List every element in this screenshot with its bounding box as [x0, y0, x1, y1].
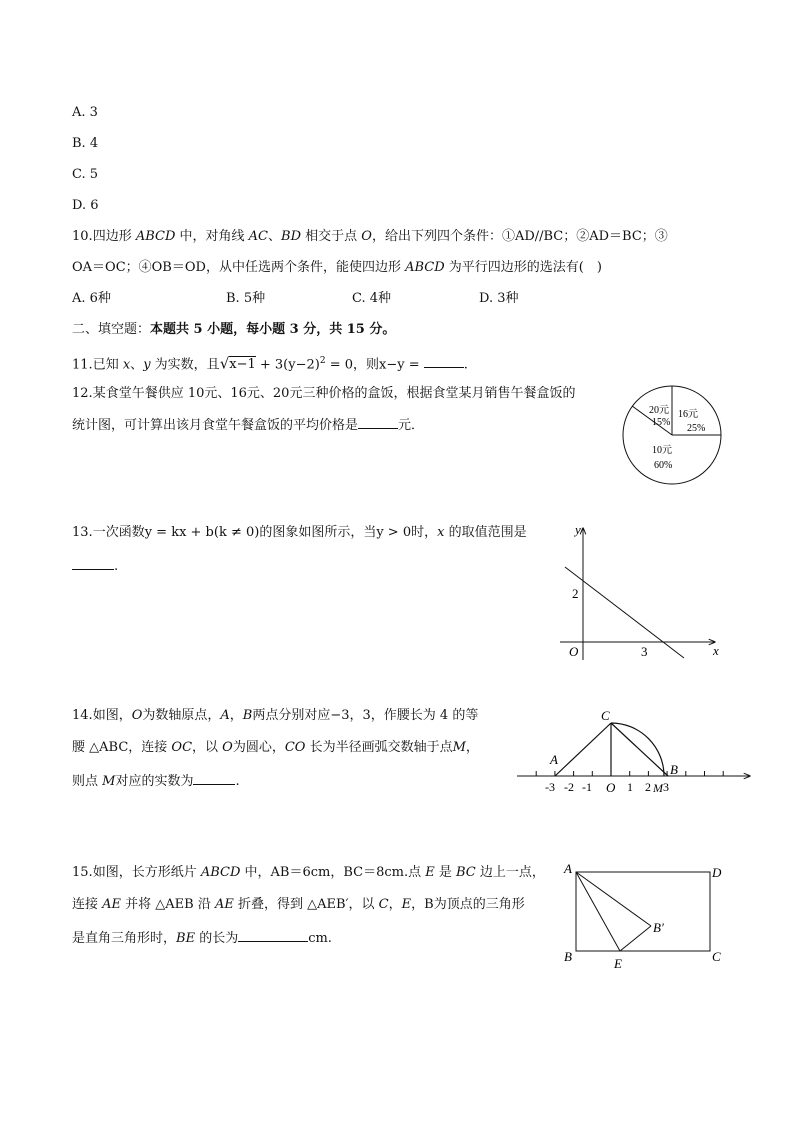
q10-line2: OA＝OC；④OB＝OD，从中任选两个条件，能使四边形 ABCD 为平行四边形的选法有( ) [72, 260, 602, 275]
pie-pct-10: 60% [654, 460, 673, 471]
q14-line2: 腰 △ABC，连接 OC，以 O为圆心，CO 长为半径画弧交数轴于点M， [72, 740, 479, 755]
q10-line1: 10.四边形 ABCD 中，对角线 AC、BD 相交于点 O，给出下列四个条件：①AD//BC；②AD＝BC；③ [72, 229, 668, 244]
q14-answer-blank[interactable] [193, 771, 235, 785]
x-tick-label: 3 [641, 644, 648, 659]
pie-chart [617, 381, 727, 491]
q12-answer-blank[interactable] [358, 415, 398, 429]
q10-option-a: A. 6种 [72, 291, 111, 306]
q11-answer-blank[interactable] [424, 354, 464, 368]
pie-label-10: 10元 [652, 445, 672, 456]
rectangle-fold-figure [560, 862, 730, 972]
tick-label-neg2: -2 [564, 780, 574, 794]
q14-line1: 14.如图，O为数轴原点，A，B两点分别对应−3，3，作腰长为 4 的等 [72, 708, 479, 723]
label-c: C [601, 708, 610, 723]
q13-answer-line: . [72, 556, 118, 576]
label-b: B [670, 762, 678, 777]
pie-pct-16: 25% [687, 423, 706, 434]
q12-line2: 统计图，可计算出该月食堂午餐盒饭的平均价格是 元． [72, 415, 424, 435]
pie-label-20: 20元 [649, 405, 669, 416]
q10-option-c: C. 4种 [352, 291, 392, 306]
x-axis-label: x [713, 643, 719, 658]
label-m: M [653, 781, 663, 795]
q13-text: 13.一次函数y = kx + b(k ≠ 0)的图象如图所示，当y > 0时，x 的取值范围是 [72, 525, 527, 540]
label-e: E [614, 956, 622, 971]
tick-label-3: 3 [663, 780, 669, 794]
label-c: C [712, 949, 721, 964]
tick-label-neg1: -1 [582, 780, 592, 794]
q15-line3: 是直角三角形时，BE 的长为 cm. [72, 928, 332, 948]
tick-label-1: 1 [627, 780, 633, 794]
label-a: A [550, 752, 558, 767]
q13-answer-blank[interactable] [72, 556, 114, 570]
y-tick-label: 2 [572, 586, 579, 601]
tick-label-2: 2 [645, 780, 651, 794]
label-d: D [712, 865, 722, 880]
q12-line1: 12.某食堂午餐供应 10元、16元、20元三种价格的盒饭，根据食堂某月销售午餐盒饭的 [72, 386, 576, 401]
q10-option-b: B. 5种 [226, 291, 266, 306]
segment-ab-prime [576, 872, 651, 926]
number-line-figure [512, 705, 762, 805]
rectangle-abcd [576, 872, 710, 951]
q10-option-d: D. 3种 [479, 291, 519, 306]
q9-option-b: B. 4 [72, 136, 99, 151]
q9-option-d: D. 6 [72, 198, 99, 213]
label-b: B [564, 949, 572, 964]
pie-pct-20: 15% [652, 417, 671, 428]
label-a: A [564, 861, 572, 876]
q11-radicand: x−1 [229, 357, 256, 373]
q14-line3: 则点 M对应的实数为 . [72, 771, 240, 791]
label-b-prime: B′ [653, 920, 664, 935]
q15-answer-blank[interactable] [238, 928, 308, 942]
tick-label-neg3: -3 [545, 780, 555, 794]
section-heading: 二、填空题：本题共 5 小题，每小题 3 分，共 15 分。 [72, 322, 396, 337]
origin-label: O [569, 644, 579, 659]
q11-text: 11.已知 x、y 为实数，且$√x-1 + 3(y-2)^2 = 0$，则x−y = . [72, 354, 468, 373]
q9-option-a: A. 3 [72, 105, 98, 120]
label-o: O [606, 780, 616, 795]
q15-line1: 15.如图，长方形纸片 ABCD 中，AB＝6cm，BC＝8cm.点 E 是 BC 边上一点， [72, 865, 545, 880]
segment-ae [576, 872, 620, 951]
linear-function-graph [555, 520, 755, 670]
q15-line2: 连接 AE 并将 △AEB 沿 AE 折叠，得到 △AEB′，以 C，E，B为顶点的三角形 [72, 897, 525, 912]
segment-eb-prime [620, 926, 651, 951]
segment-ac [555, 723, 611, 776]
pie-label-16: 16元 [678, 409, 698, 420]
y-axis-label: y [575, 522, 581, 537]
q9-option-c: C. 5 [72, 167, 99, 182]
